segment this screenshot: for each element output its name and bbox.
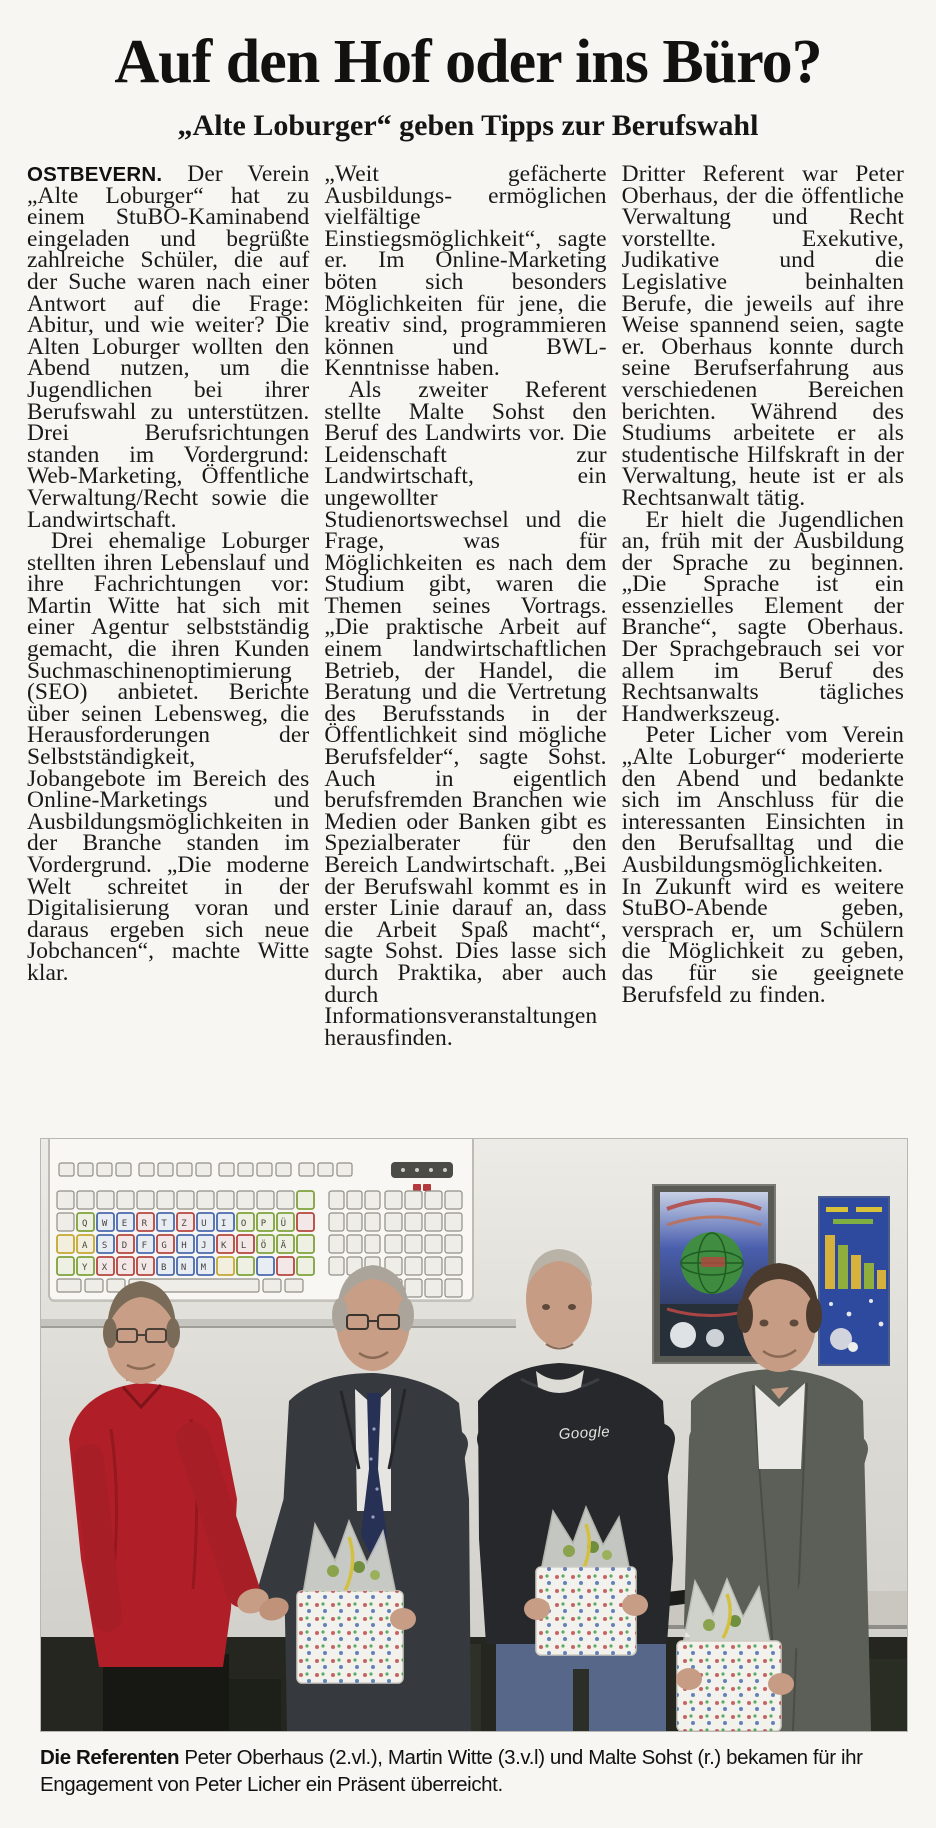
- article-body: [27, 161, 904, 1051]
- hand: [524, 1598, 550, 1620]
- paragraph-text: Der Verein „Alte Loburger“ hat zu einem StuBO-Kaminabend eingeladen und begrüßte zahlreiche Schüler, die auf der Suche waren nach einer Antwort auf die Frage: Abitur, und wie weiter? Die Alten Loburger wollten den Abend nutzen, um die Jugendlichen bei ihrer Berufswahl zu unterstützen. Drei Berufsrichtungen standen im Vordergrund: Web-Marketing, Öffentliche Verwaltung/Recht sowie die Landwirtschaft.: [27, 161, 310, 533]
- keyboard-poster: [49, 1138, 473, 1302]
- newspaper-page: [0, 30, 936, 1828]
- text-column-2: [324, 161, 607, 1051]
- paragraph: Drei ehemalige Loburger stellten ihren Lebenslauf und ihre Fachrichtungen vor: Martin Witte hat sich mit einer Agentur selbstständig gemacht, die ihren Kunden Suchmaschinenoptimierung (SEO) anbietet. Berichte über seinen Lebensweg, die Herausforderungen der Selbstständigkeit, Jobangebote im Bereich des Online-Marketings und Ausbildungsmöglichkeiten in der Branche standen im Vordergrund. „Die moderne Welt schreitet in der Digitalisierung voran und daraus ergeben sich neue Jobchancen“, machte Witte klar.: [27, 528, 310, 986]
- keyboard-letters-bottom-row: YXCVBNM: [82, 1263, 206, 1273]
- paragraph: [27, 161, 310, 533]
- article-photo-figure: [40, 1138, 906, 1798]
- keyboard-letters-top-row: QWERTZUIOPÜ: [82, 1219, 286, 1229]
- keyboard-letters-home-row: ASDFGHJKLÖÄ: [82, 1241, 286, 1251]
- paragraph: Dritter Referent war Peter Oberhaus, der die öffentliche Verwaltung und Recht vorstellte. Exekutive, Judikative und die Legislative beinhalten Berufe, die jeweils auf ihre Weise spannend seien, sagte er. Oberhaus konnte durch seine Berufserfahrung aus verschiedenen Bereichen berichten. Während des Studiums arbeitete er als studentische Hilfskraft in der Verwaltung, heute ist er als Rechtsanwalt tätig.: [621, 161, 904, 511]
- dateline: OSTBEVERN.: [27, 163, 163, 186]
- paragraph: „Weit gefächerte Ausbildungs- ermöglichen vielfältige Einstiegsmöglichkeit“, sagte er. Im Online-Marketing böten sich besonders Möglichkeiten für jene, die kreativ sind, programmieren können und BWL-Kenntnisse haben.: [324, 161, 607, 382]
- classroom-photo: [40, 1138, 908, 1732]
- hand: [768, 1673, 794, 1695]
- paragraph: Peter Licher vom Verein „Alte Loburger“ moderierte den Abend und bedankte sich im Anschluss für die interessanten Einsichten in den Berufsalltag und die Ausbildungsmöglichkeiten. In Zukunft wird es weitere StuBO-Abende geben, versprach er, um Schülern die Möglichkeit zu geben, das für sie geeignete Berufsfeld zu finden.: [621, 722, 904, 1008]
- hand: [622, 1594, 648, 1616]
- photo-caption: [40, 1744, 906, 1798]
- caption-lead: Die Referenten: [40, 1746, 180, 1769]
- text-column-1: [27, 161, 310, 1049]
- text-column-3: [621, 161, 904, 1049]
- paragraph: Er hielt die Jugendlichen an, früh mit der Ausbildung der Sprache zu beginnen. „Die Sprache ist ein essenzielles Element der Branche“, sagte Oberhaus. Der Sprachgebrauch sei vor allem im Beruf des Rechtsanwalts tägliches Handwerkszeug.: [621, 506, 904, 727]
- caption-text: Peter Oberhaus (2.vl.), Martin Witte (3.v.l) und Malte Sohst (r.) bekamen für ihr Engagement von Peter Licher ein Präsent überreicht.: [40, 1746, 863, 1796]
- hand: [390, 1608, 416, 1630]
- article-subheadline: „Alte Loburger“ geben Tipps zur Berufswahl: [177, 109, 759, 142]
- paragraph: Als zweiter Referent stellte Malte Sohst den Beruf des Landwirts vor. Die Leidenschaft zur Landwirtschaft, ein ungewollter Studienortswechsel und die Frage, was für Möglichkeiten es nach dem Studium gibt, waren die Themen seines Vortrags. „Die praktische Arbeit auf einem landwirtschaftlichen Betrieb, der Handel, die Beratung und die Vertretung des Berufsstands in der Öffentlichkeit sind mögliche Berufsfelder“, sagte Sohst. Auch in eigentlich berufsfremden Branchen wie Medien oder Banken gibt es Spezialberater für den Bereich Landwirtschaft. „Bei der Berufswahl kommt es in erster Linie darauf an, dass die Arbeit Spaß macht“, sagte Sohst. Dies lasse sich durch Praktika, aber auch durch Informationsveranstaltungen herausfinden.: [324, 376, 607, 1051]
- hand: [676, 1668, 702, 1690]
- article-headline: Auf den Hof oder ins Büro?: [114, 28, 822, 96]
- google-logo-text: Google: [558, 1423, 611, 1443]
- chart-poster: [819, 1197, 889, 1365]
